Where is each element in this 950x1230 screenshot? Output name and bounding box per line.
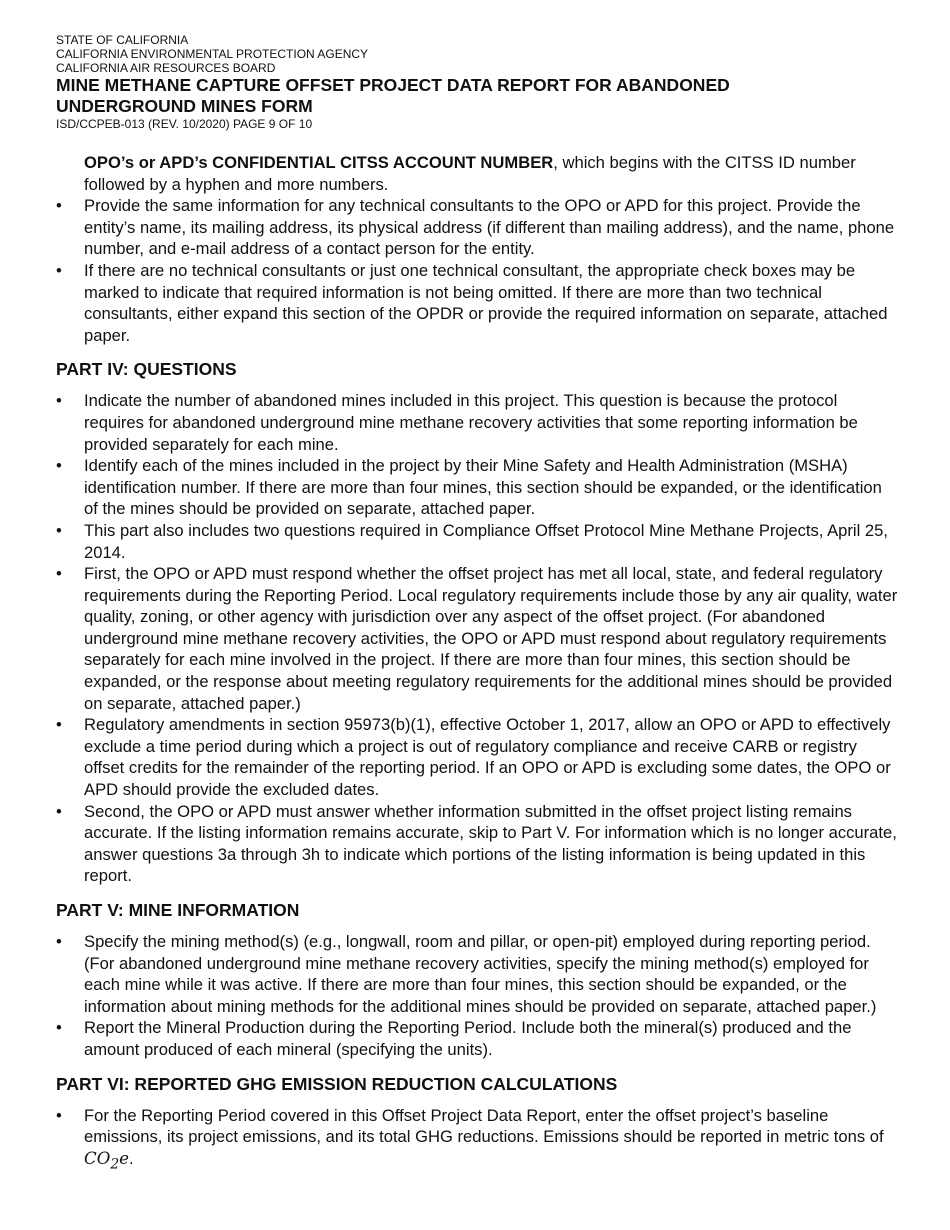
part-vi-bullet-list (56, 1105, 900, 1176)
form-title-line2: UNDERGROUND MINES FORM (56, 96, 313, 116)
board-line: CALIFORNIA AIR RESOURCES BOARD (56, 61, 276, 75)
bullet-icon: • (56, 932, 62, 951)
citss-description: , which begins with the CITSS ID number followed by a hyphen and more numbers. (84, 153, 856, 194)
agency-line: CALIFORNIA ENVIRONMENTAL PROTECTION AGENCY (56, 47, 369, 61)
list-item-text: First, the OPO or APD must respond whether the offset project has met all local, state, and federal regulatory requirements during the Reporting Period. Local regulatory requirements include those by any air quality, water quality, zoning, or other agency with jurisdiction over any aspect of the offset project. (For abandoned underground mine methane recovery activities, the OPO or APD must respond about regulatory requirements separately for each mine involved in the project. If there are more than four mines, this section should be expanded, or the response about meeting regulatory requirements for the additional mines should be provided on separate, attached paper.) (84, 564, 898, 713)
bullet-icon: • (56, 520, 62, 540)
list-item-text: Provide the same information for any technical consultants to the OPO or APD for this project. Provide the entity’s name, its mailing address, its physical address (if different than mailing address), and the name, phone number, and e-mail address of a contact person for the entity. (84, 196, 895, 259)
part-v-heading: PART V: MINE INFORMATION (56, 900, 300, 920)
list-item (56, 195, 900, 260)
intro-paragraph (84, 152, 900, 195)
list-item-text: This part also includes two questions required in Compliance Offset Protocol Mine Methane Projects, April 25, 2014. (84, 520, 888, 562)
form-id: ISD/CCPEB-013 (REV. 10/2020) PAGE 9 OF 10 (56, 117, 313, 131)
co2e-end: e (119, 1148, 129, 1168)
part-iv-bullet-list (56, 390, 900, 887)
list-item-text: Second, the OPO or APD must answer whether information submitted in the offset project listing remains accurate. If the listing information remains accurate, skip to Part V. For information which is no longer accurate, answer questions 3a through 3h to indicate which portions of the listing information is being updated in this report. (84, 801, 897, 886)
list-item (56, 1105, 900, 1176)
bullet-icon: • (56, 260, 62, 280)
list-item-text: Specify the mining method(s) (e.g., longwall, room and pillar, or open-pit) employed during reporting period. (For abandoned underground mine methane recovery activities, specify the mining method(s) employed for each mine while it was active. If there are more than four mines, this section should be expanded, or the information about mining methods for the additional mines should be provided on separate, attached paper.) (84, 932, 877, 1016)
list-item (56, 714, 900, 800)
part-iv-heading: PART IV: QUESTIONS (56, 359, 237, 380)
bullet-icon: • (56, 391, 62, 411)
co2e-main: CO (84, 1148, 111, 1168)
list-item-text: Identify each of the mines included in the project by their Mine Safety and Health Administration (MSHA) identification number. If there are more than four mines, this section should be expanded, or the identification of the mines should be provided on separate, attached paper. (84, 456, 882, 519)
instructions-body (56, 152, 900, 1176)
list-item-text: For the Reporting Period covered in this Offset Project Data Report, enter the offset project’s baseline emissions, its project emissions, and its total GHG reductions. Emissions should be reported in metric tons of (84, 1105, 884, 1147)
bullet-icon: • (56, 1105, 62, 1125)
part-vi-heading: PART VI: REPORTED GHG EMISSION REDUCTION CALCULATIONS (56, 1073, 618, 1094)
part-v-bullet-list (56, 931, 900, 1061)
list-item-text: Indicate the number of abandoned mines included in this project. This question is because the protocol requires for abandoned underground mine methane recovery activities that some reporting information be provided separately for each mine. (84, 391, 858, 454)
bullet-icon: • (56, 715, 62, 735)
bullet-icon: • (56, 801, 62, 821)
list-item (56, 260, 900, 346)
list-item (56, 931, 900, 1017)
list-item (56, 390, 900, 455)
form-header (56, 33, 916, 131)
list-item (56, 563, 900, 714)
bullet-icon: • (56, 456, 62, 476)
list-item-text: Regulatory amendments in section 95973(b)(1), effective October 1, 2017, allow an OPO or APD to effectively exclude a time period during which a project is out of regulatory compliance and receive CARB or registry offset credits for the remainder of the reporting period. If an OPO or APD is excluding some dates, the OPO or APD should provide the excluded dates. (84, 715, 891, 800)
form-title-line1: MINE METHANE CAPTURE OFFSET PROJECT DATA REPORT FOR ABANDONED (56, 75, 730, 95)
list-item-text: If there are no technical consultants or just one technical consultant, the appropriate check boxes may be marked to indicate that required information is not being omitted. If there are more than two technical consultants, either expand this section of the OPDR or provide the required information on separate, attached paper. (84, 260, 888, 345)
state-line: STATE OF CALIFORNIA (56, 33, 189, 47)
list-item-text: Report the Mineral Production during the Reporting Period. Include both the mineral(s) produced and the amount produced of each mineral (specifying the units). (84, 1018, 852, 1059)
intro-bullet-list (56, 195, 900, 346)
citss-bold-label: OPO’s or APD’s CONFIDENTIAL CITSS ACCOUNT NUMBER (84, 153, 554, 172)
sentence-period: . (128, 1148, 134, 1168)
bullet-icon: • (56, 564, 62, 584)
co2e-subscript: 2 (110, 1156, 120, 1173)
bullet-icon: • (56, 196, 62, 216)
list-item (56, 1017, 900, 1060)
list-item (56, 520, 900, 563)
bullet-icon: • (56, 1018, 62, 1038)
list-item (56, 801, 900, 887)
co2e-unit (84, 1148, 129, 1173)
list-item (56, 455, 900, 520)
